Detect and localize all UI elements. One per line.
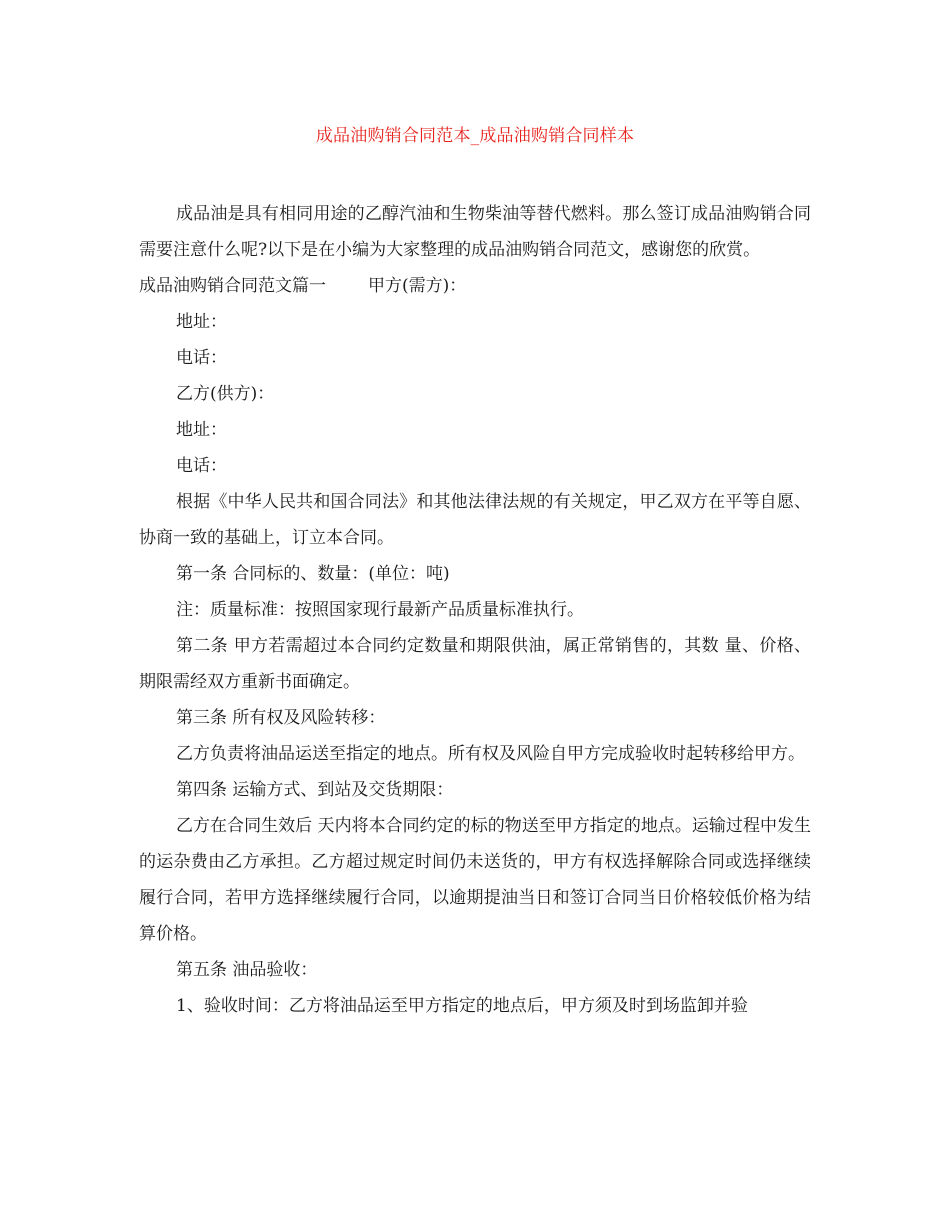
section-heading-line	[139, 268, 811, 304]
article-3-paragraph: 乙方负责将油品运送至指定的地点。所有权及风险自甲方完成验收时起转移给甲方。	[176, 744, 805, 764]
party-b-label: 乙方(供方)：	[176, 384, 275, 404]
document-title: 成品油购销合同范本_成品油购销合同样本	[315, 126, 635, 146]
party-a-label: 甲方(需方)：	[368, 276, 467, 296]
article-1-heading: 第一条 合同标的、数量：(单位：吨)	[176, 564, 450, 584]
quality-note: 注：质量标准：按照国家现行最新产品质量标准执行。	[176, 600, 584, 620]
party-a-address: 地址：	[176, 312, 227, 332]
article-5-heading: 第五条 油品验收：	[176, 960, 318, 980]
article-2-paragraph: 第二条 甲方若需超过本合同约定数量和期限供油，属正常销售的，其数 量、价格、期限需经双方重新书面确定。	[139, 636, 811, 692]
party-b-phone: 电话：	[176, 456, 227, 476]
document-body	[139, 196, 811, 1024]
party-b-address: 地址：	[176, 420, 227, 440]
article-3-heading: 第三条 所有权及风险转移：	[176, 708, 386, 728]
article-4-paragraph: 乙方在合同生效后 天内将本合同约定的标的物送至甲方指定的地点。运输过程中发生的运杂费由乙方承担。乙方超过规定时间仍未送货的，甲方有权选择解除合同或选择继续履行合同，若甲方选择继续履行合同，以逾期提油当日和签订合同当日价格较低价格为结算价格。	[139, 816, 811, 944]
preamble-paragraph: 根据《中华人民共和国合同法》和其他法律法规的有关规定，甲乙双方在平等自愿、协商一致的基础上，订立本合同。	[139, 492, 811, 548]
intro-paragraph: 成品油是具有相同用途的乙醇汽油和生物柴油等替代燃料。那么签订成品油购销合同需要注意什么呢?以下是在小编为大家整理的成品油购销合同范文，感谢您的欣赏。	[139, 204, 811, 260]
article-5-item-1: 1、验收时间：乙方将油品运至甲方指定的地点后，甲方须及时到场监卸并验	[176, 996, 748, 1016]
party-a-phone: 电话：	[176, 348, 227, 368]
section-heading: 成品油购销合同范文篇一	[139, 276, 326, 296]
article-4-heading: 第四条 运输方式、到站及交货期限：	[176, 780, 454, 800]
